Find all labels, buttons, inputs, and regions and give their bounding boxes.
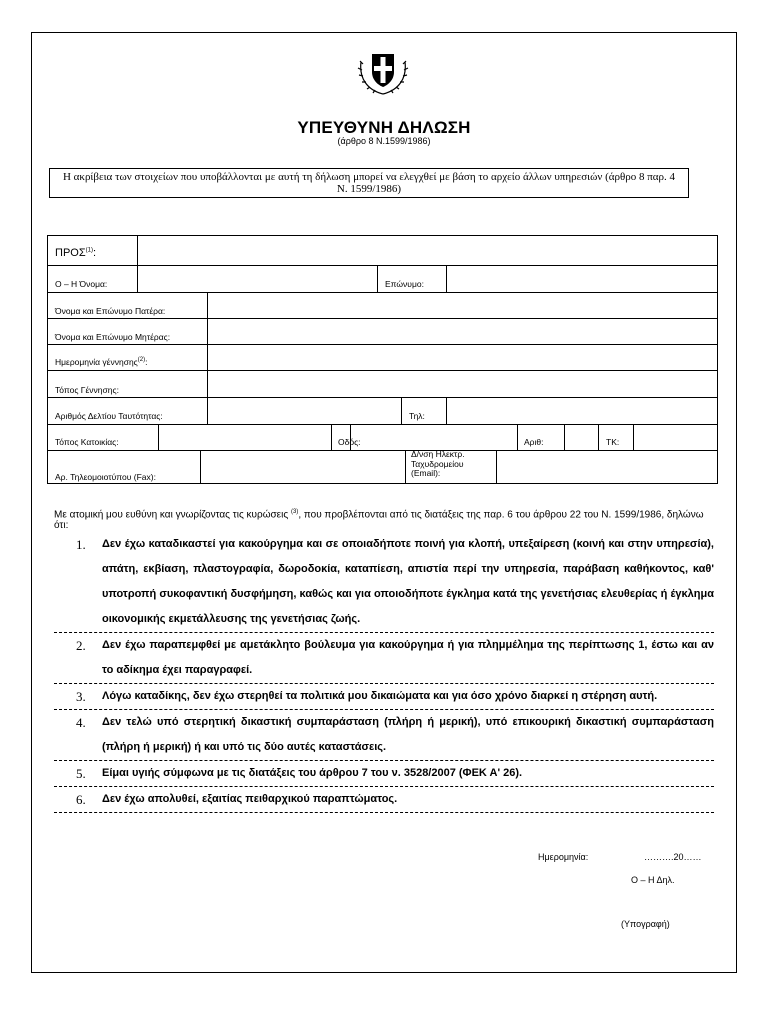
form-divider	[48, 370, 717, 371]
first-name-label: Ο – Η Όνομα:	[55, 279, 108, 289]
form-column-line	[446, 397, 447, 424]
signature-label: (Υπογραφή)	[621, 919, 670, 929]
recipient-label: ΠΡΟΣ$^{(1)}$:	[55, 247, 97, 259]
form-divider	[48, 450, 717, 451]
form-column-line	[633, 424, 634, 450]
form-divider	[48, 344, 717, 345]
residence-label: Τόπος Κατοικίας:	[55, 437, 119, 447]
date-label: Ημερομηνία:	[538, 852, 589, 862]
declaration-list	[54, 532, 714, 813]
list-item: 3. Λόγω καταδίκης, δεν έχω στερηθεί τα πολιτικά μου δικαιώματα και για όσο χρόνο διαρκεί η στέρηση αυτή.	[54, 684, 714, 710]
form-divider	[48, 292, 717, 293]
list-item: 4. Δεν τελώ υπό στερητική δικαστική συμπαράσταση (πλήρη ή μερική), υπό επικουρική δικαστική συμπαράσταση (πλήρη ή μερική) ή και υπό τις δύο αυτές καταστάσεις.	[54, 710, 714, 761]
form-divider	[48, 265, 717, 266]
postcode-label: ΤΚ:	[606, 437, 620, 447]
form-column-line	[446, 265, 447, 292]
id-number-label: Αριθμός Δελτίου Ταυτότητας:	[55, 411, 163, 421]
street-number-label: Αριθ:	[524, 437, 544, 447]
fax-label: Αρ. Τηλεομοιοτύπου (Fax):	[55, 472, 156, 482]
birth-date-label: Ημερομηνία γέννησης$^{(2)}$:	[55, 357, 148, 367]
declarant-label: Ο – Η Δηλ.	[631, 875, 675, 885]
list-item: 1. Δεν έχω καταδικαστεί για κακούργημα και σε οποιαδήποτε ποινή για κλοπή, υπεξαίρεση (κοινή και στην υπηρεσία), απάτη, εκβίαση, πλαστογραφία, δωροδοκία, καταπίεση, απιστία περί την υπηρεσία, παράβαση καθήκοντος, καθ' υποτροπή συκοφαντική δυσφήμηση, καθώς και για οποιοδήποτε έγκλημα κατά της γενετήσιας ελευθερίας ή έγκλημα οικονομικής εκμετάλλευσης της γενετήσιας ζωής.	[54, 532, 714, 633]
personal-details-form	[47, 235, 718, 484]
list-item: 2. Δεν έχω παραπεμφθεί με αμετάκλητο βούλευμα για κακούργημα ή για πλημμέλημα της περίπτωσης 1, έστω και αν το αδίκημα έχει παραγραφεί.	[54, 633, 714, 684]
form-column-line	[496, 450, 497, 483]
list-item: 6. Δεν έχω απολυθεί, εξαιτίας πειθαρχικού παραπτώματος.	[54, 787, 714, 813]
date-value: ……….20……	[644, 852, 702, 862]
form-column-line	[517, 424, 518, 450]
form-column-line	[377, 265, 378, 292]
declaration-intro: Με ατομική μου ευθύνη και γνωρίζοντας τις κυρώσεις $^{(3)}$, που προβλέπονται από τις διατάξεις της παρ. 6 του άρθρου 22 του Ν. 1599/1986, δηλώνω ότι:	[54, 509, 704, 532]
form-column-line	[207, 292, 208, 397]
birth-place-label: Τόπος Γέννησης:	[55, 385, 119, 395]
mother-name-label: Όνομα και Επώνυμο Μητέρας:	[55, 332, 171, 342]
form-divider	[48, 318, 717, 319]
form-column-line	[137, 236, 138, 292]
form-column-line	[158, 424, 159, 450]
email-label: Δ/νση Ηλεκτρ. Ταχυδρομείου (Email):	[411, 449, 465, 478]
form-column-line	[564, 424, 565, 450]
father-name-label: Όνομα και Επώνυμο Πατέρα:	[55, 306, 166, 316]
surname-label: Επώνυμο:	[385, 279, 424, 289]
form-column-line	[401, 397, 402, 424]
street-label: Οδός:	[338, 437, 361, 447]
form-column-line	[200, 450, 201, 483]
document-subtitle: (άρθρο 8 Ν.1599/1986)	[337, 136, 431, 146]
document-title: ΥΠΕΥΘΥΝΗ ΔΗΛΩΣΗ	[297, 118, 471, 137]
greek-coat-of-arms-icon	[355, 42, 411, 98]
list-item: 5. Είμαι υγιής σύμφωνα με τις διατάξεις του άρθρου 7 του ν. 3528/2007 (ΦΕΚ Α' 26).	[54, 761, 714, 787]
form-divider	[48, 397, 717, 398]
form-column-line	[207, 397, 208, 424]
form-column-line	[331, 424, 332, 450]
verification-notice: Η ακρίβεια των στοιχείων που υποβάλλονται με αυτή τη δήλωση μπορεί να ελεγχθεί με βάση το αρχείο άλλων υπηρεσιών (άρθρο 8 παρ. 4 Ν. 1599/1986)	[49, 168, 689, 198]
form-column-line	[405, 450, 406, 483]
phone-label: Τηλ:	[409, 411, 425, 421]
form-column-line	[598, 424, 599, 450]
form-divider	[48, 424, 717, 425]
